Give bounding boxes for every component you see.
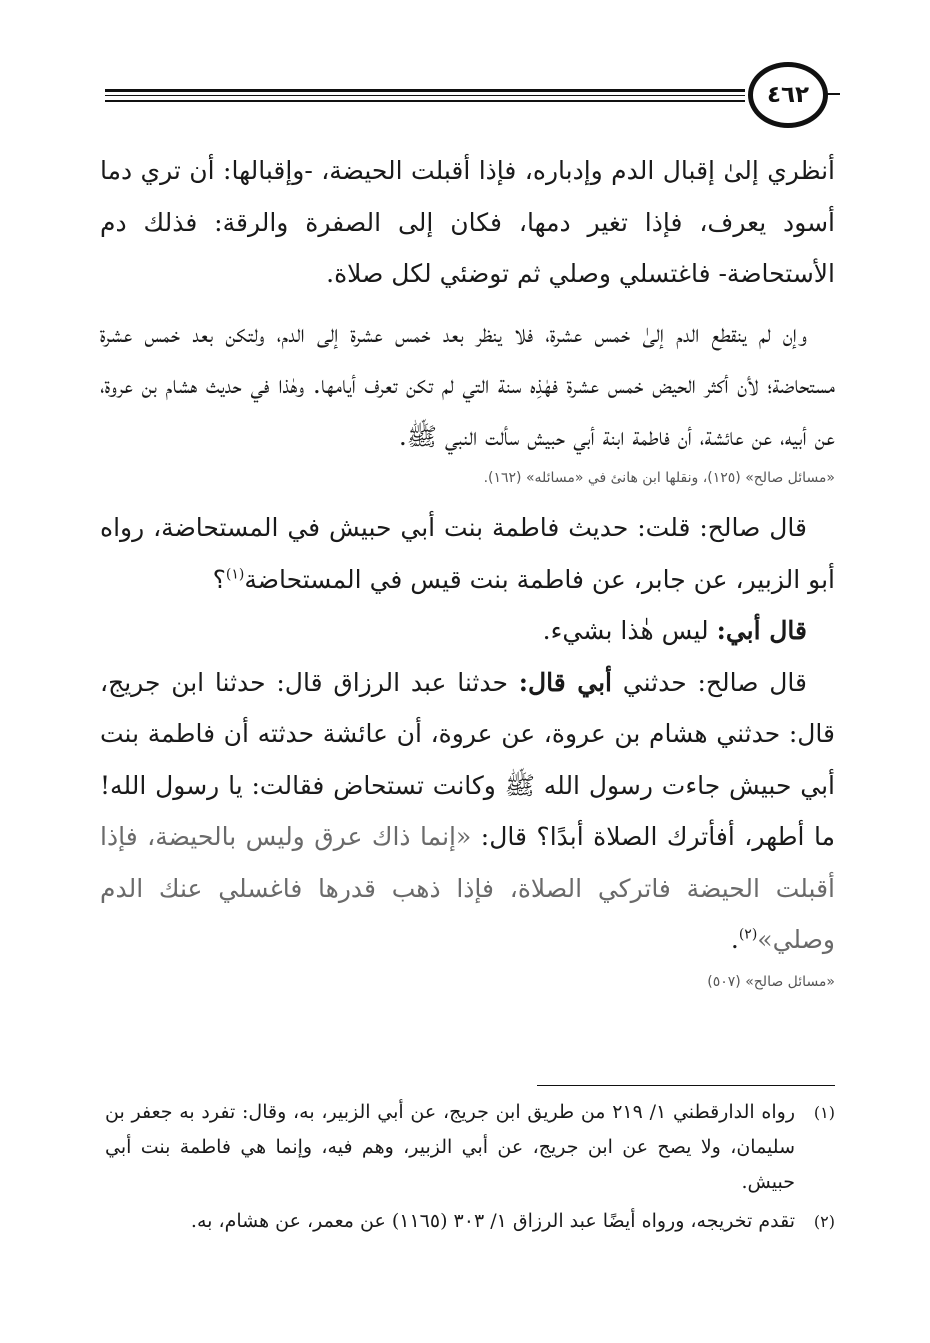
footnote-item [105, 1204, 835, 1239]
footnote-text: رواه الدارقطني ١/ ٢١٩ من طريق ابن جريج، عن أبي الزبير، به، وقال: تفرد به جعفر بن سليمان، ولا يصح عن ابن جريج، عن أبي الزبير، وهم فيه، وإنما هي فاطمة بنت أبي حبيش. [105, 1101, 795, 1193]
header-rule [105, 89, 745, 92]
header-rule [105, 100, 745, 102]
paragraph-4 [100, 605, 835, 657]
page-number: ٤٦٢ [748, 62, 828, 128]
footnotes [105, 1095, 835, 1243]
source-citation: «مسائل صالح» (٥٠٧) [707, 973, 835, 990]
footnote-text: تقدم تخريجه، ورواه أيضًا عبد الرزاق ١/ ٣٠٣ (١١٦٥) عن معمر، عن هشام، به. [190, 1210, 795, 1232]
footnote-item [105, 1095, 835, 1200]
header-rule [105, 95, 745, 96]
hadith-quote: «إنما ذاك عرق وليس بالحيضة، فإذا أقبلت الحيضة فاتركي الصلاة، فإذا ذهب قدرها فاغسلي عنك الدم وصلي» [100, 822, 835, 954]
footnote-ref[interactable]: (٢) [738, 926, 758, 943]
page-header [105, 62, 840, 130]
source-citation: «مسائل صالح» (١٢٥)، ونقلها ابن هانئ في «مسائله» (١٦٢). [483, 470, 835, 486]
speaker-label: أبي قال: [518, 667, 612, 697]
paragraph-4-text: ليس هٰذا بشيء. [542, 616, 717, 645]
footnote-number: (١) [813, 1103, 835, 1122]
main-text [100, 145, 835, 1006]
paragraph-1: أنظري إلىٰ إقبال الدم وإدباره، فإذا أقبلت الحيضة، -وإقبالها: أن تري دما أسود يعرف، فإذا تغير دمها، فكان إلى الصفرة والرقة: فذلك دم الأستحاضة- فاغتسلي وصلي ثم توضئي لكل صلاة. [100, 156, 835, 288]
paragraph-5-text: حدثنا عبد الرزاق قال: حدثنا ابن جريج، قال: حدثني هشام بن عروة، عن عروة، أن عائشة حدثته أن فاطمة بنت أبي حبيش جاءت رسول الله ﷺ وكانت تستحاض فقالت: يا رسول الله! ما أطهر، أفأترك الصلاة أبدًا؟ قال: [100, 667, 835, 851]
footnote-number: (٢) [813, 1212, 835, 1231]
paragraph-2: وإن لم ينقطع الدم إلىٰ خمس عشرة، فلا ينظر بعد خمس عشرة إلى الدم، ولتكن بعد خمس عشرة مستحاضة؛ لأن أكثر الحيض خمس عشرة فهٰذِه سنة التي لم تكن تعرف أيامها. وهٰذا في حديث هشام بن عروة، عن أبيه، عن عائشة، أن فاطمة ابنة أبي حبيش سألت النبي ﷺ. [100, 318, 835, 451]
paragraph-3-end: ؟ [212, 564, 226, 594]
paragraph-3 [100, 502, 835, 605]
footnote-ref[interactable]: (١) [225, 566, 245, 583]
paragraph-5-end: . [730, 925, 739, 954]
paragraph-5 [100, 657, 835, 966]
paragraph-3-text: قال صالح: قلت: حديث فاطمة بنت أبي حبيش في المستحاضة، رواه أبو الزبير، عن جابر، عن فاطمة بنت قيس في المستحاضة [100, 513, 835, 594]
footnote-separator [537, 1085, 835, 1086]
speaker-label: قال أبي: [716, 616, 807, 645]
paragraph-5-start: قال صالح: حدثني [611, 667, 808, 697]
